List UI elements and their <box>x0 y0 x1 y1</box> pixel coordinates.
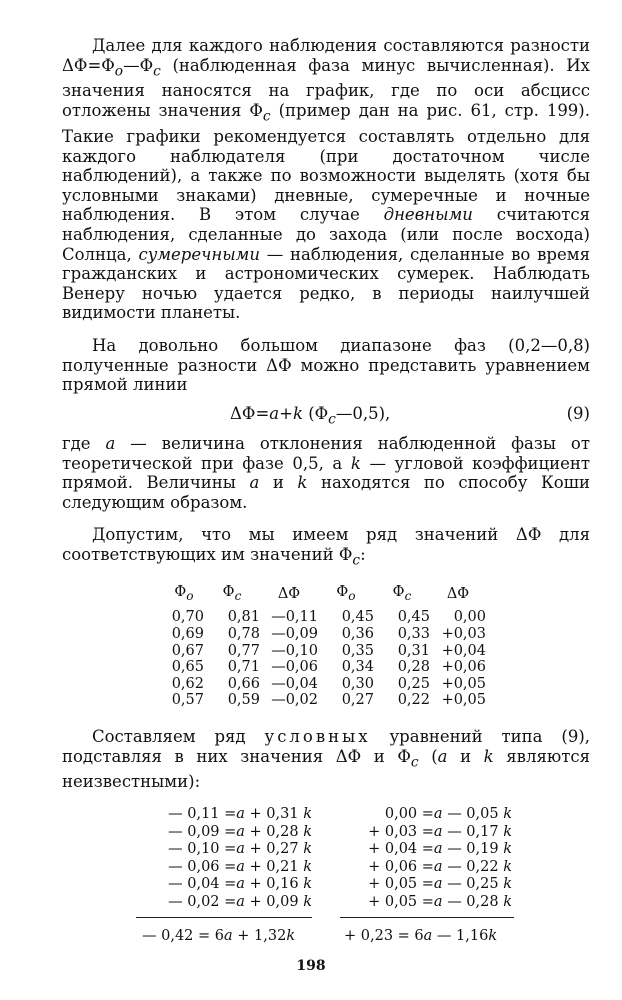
table-row: 0,65 0,71 —0,06 0,34 0,28 +0,06 <box>171 659 486 676</box>
sum-divider-left <box>136 917 312 918</box>
table-header-row <box>164 584 486 609</box>
equation-row: — 0,04 =a + 0,16 k <box>168 876 312 893</box>
equation-row: + 0,03 =a — 0,17 k <box>368 823 512 840</box>
equation-row: 0,00 =a — 0,05 k <box>384 806 512 822</box>
paragraph-conditional-equations: Составляем ряд условных уравнений типа (9), подставляя в них значения ΔΦ и $\Phi_c$ (a и k являются неизвестными): <box>62 727 591 792</box>
equation-row: + 0,05 =a — 0,28 k <box>368 893 512 910</box>
table-row: 0,62 0,66 —0,04 0,30 0,25 +0,05 <box>171 675 486 692</box>
paragraph-differences: Далее для каждого наблюдения составляются разности $\Delta\Phi=\Phi_o—\Phi_c$ (наблюденная фаза минус вычисленная). Их значения наносятся на график, где по оси абсцисс отложены значения $\Phi_c$ (пример дан на рис. 61, стр. 199). Такие графики рекомендуется составлять отдельно для каждого наблюдателя (при достаточном числе наблюдений), а также по возможности выделять (хотя бы условными знаками) дневные, сумеречные и ночные наблюдения. В этом случае дневными считаются наблюдения, сделанные до захода (или после восхода) Солнца, сумеречными — наблюдения, сделанные во время гражданских и астрономических сумерек. Наблюдать Венеру ночью удается редко, в периоды наилучшей видимости планеты. <box>62 36 590 323</box>
equation-row: + 0,06 =a — 0,22 k <box>368 858 512 875</box>
col-header: ΔΦ <box>277 585 301 602</box>
conditional-equations-left <box>134 806 312 912</box>
table-row: 0,69 0,78 —0,09 0,36 0,33 +0,03 <box>171 626 486 643</box>
equation-row: — 0,09 =a + 0,28 k <box>168 823 312 840</box>
col-header: ΔΦ <box>446 585 470 602</box>
equation-row: — 0,10 =a + 0,27 k <box>168 841 312 858</box>
equation-number: (9) <box>566 404 590 423</box>
col-header: $\Phi_c$ <box>222 584 242 603</box>
equation-row: — 0,11 =a + 0,31 k <box>168 806 312 822</box>
equation-row: — 0,02 =a + 0,09 k <box>168 893 312 910</box>
table-row: 0,67 0,77 —0,10 0,35 0,31 +0,04 <box>171 642 486 659</box>
paragraph-where: где a — величина отклонения наблюденной фазы от теоретической при фазе 0,5, а k — угловой коэффициент прямой. Величины a и k находятся по способу Коши следующим образом. <box>62 434 590 512</box>
equation-9 <box>62 404 590 426</box>
table-row: 0,57 0,59 —0,02 0,27 0,22 +0,05 <box>171 692 486 709</box>
col-header: $\Phi_o$ <box>336 584 356 603</box>
table-row: 0,70 0,81 —0,11 0,45 0,45 0,00 <box>171 609 486 626</box>
equation-9-formula: ΔΦ=a+k $(\Phi_c—0,5)$, <box>230 404 391 428</box>
sum-divider-right <box>340 917 514 918</box>
equation-row: + 0,05 =a — 0,25 k <box>368 876 512 893</box>
equation-row: + 0,04 =a — 0,19 k <box>368 841 512 858</box>
paragraph-linear-equation: На довольно большом диапазоне фаз (0,2—0,8) полученные разности ΔΦ можно представить уравнением прямой линии <box>62 336 590 395</box>
col-header: $\Phi_o$ <box>174 584 194 603</box>
page-number: 198 <box>296 958 326 974</box>
values-table <box>164 584 486 709</box>
col-header: $\Phi_c$ <box>392 584 412 603</box>
conditional-equations-right <box>340 806 512 912</box>
equation-row: — 0,06 =a + 0,21 k <box>168 858 312 875</box>
paragraph-suppose: Допустим, что мы имеем ряд значений ΔΦ для соответствующих им значений $\Phi_c$: <box>62 525 590 568</box>
sum-equation-right: + 0,23 = 6a — 1,16k <box>344 928 498 944</box>
sum-equation-left: — 0,42 = 6a + 1,32k <box>142 928 296 944</box>
